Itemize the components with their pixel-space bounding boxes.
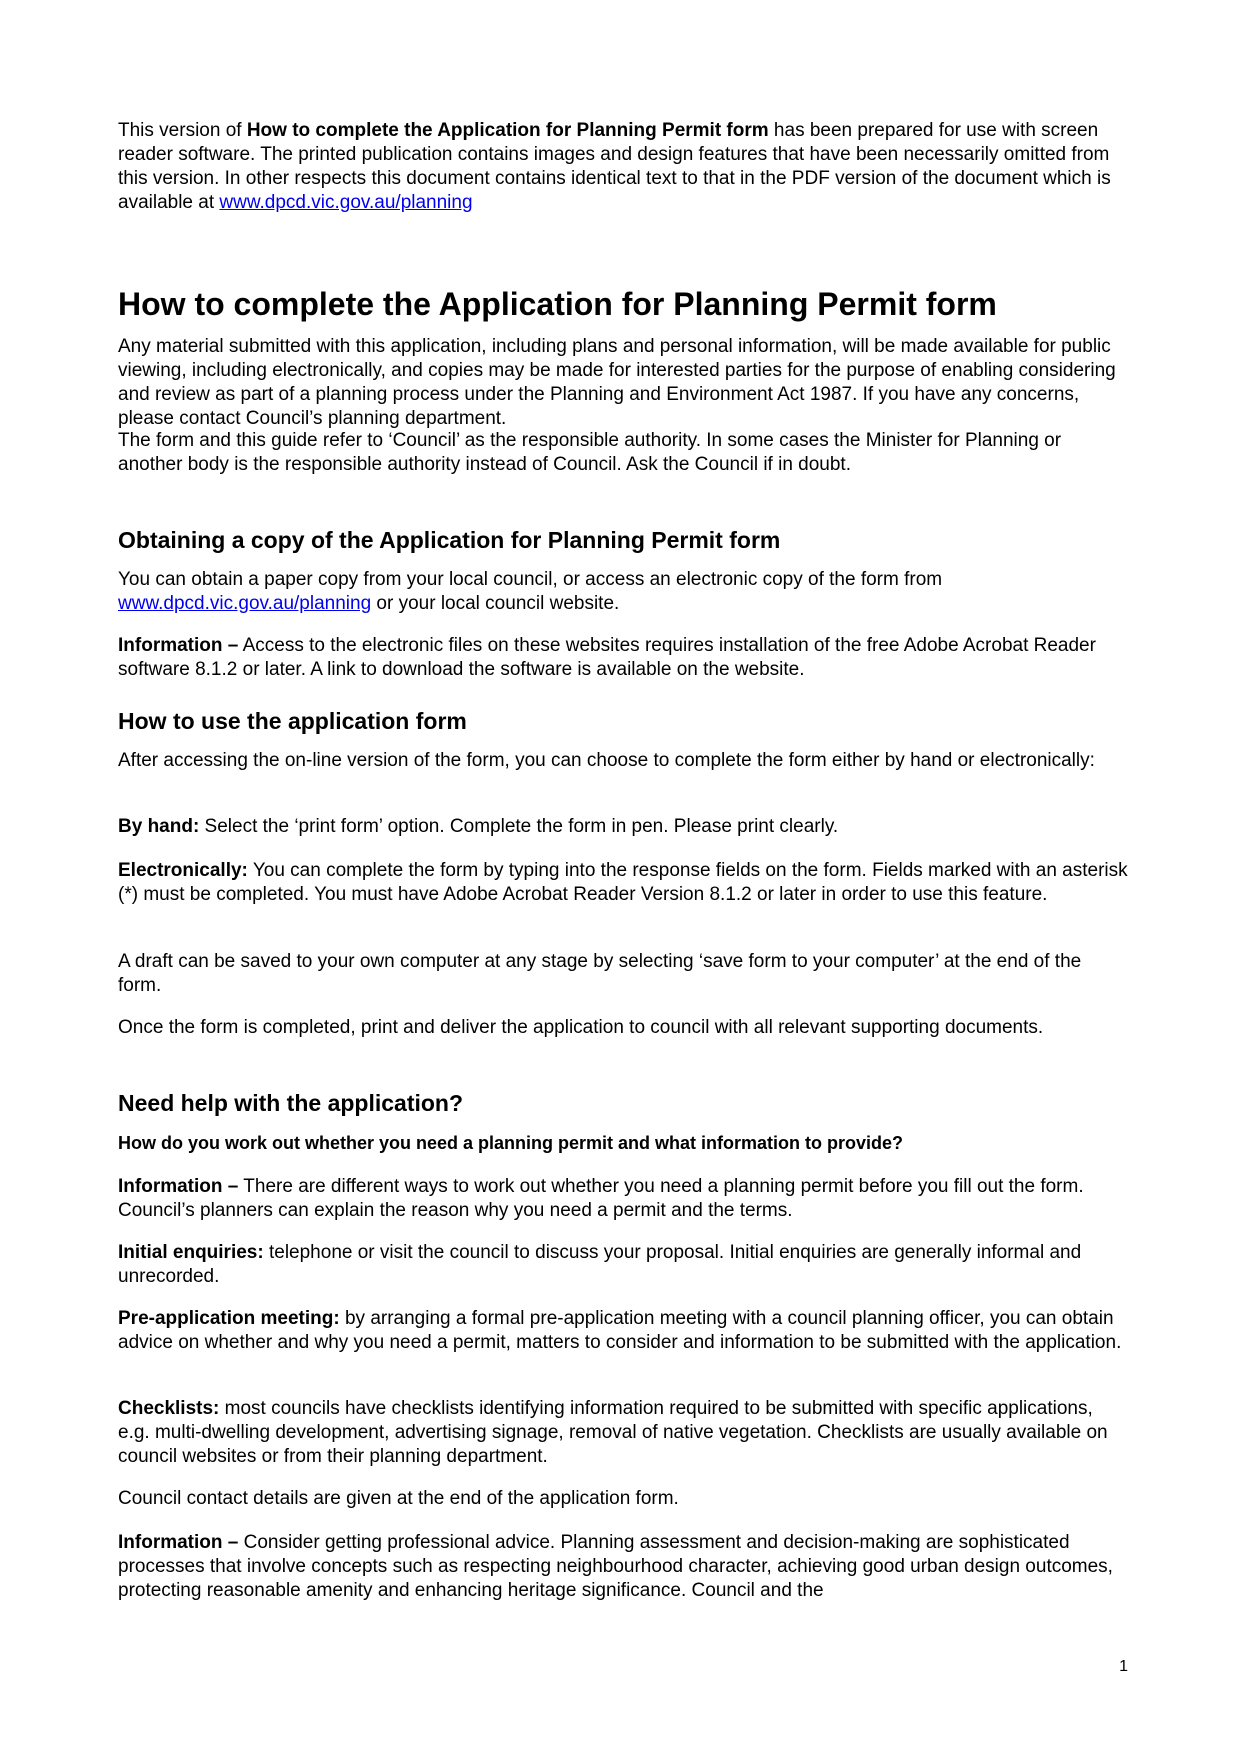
initial-enquiries-paragraph: Initial enquiries: telephone or visit the council to discuss your proposal. Initial enquiries are generally informal and unrecorded. [118, 1242, 1082, 1287]
dpcd-link-2[interactable]: www.dpcd.vic.gov.au/planning [118, 593, 372, 614]
help-heading: Need help with the application? [118, 1090, 464, 1116]
page-title: How to complete the Application for Planning Permit form [118, 286, 997, 322]
obtaining-info-paragraph: Information – Access to the electronic files on these websites requires installation of the free Adobe Acrobat Reader software 8.1.2 or later. A link to download the software is available on the website. [118, 635, 1096, 680]
intro-bold-title: How to complete the Application for Planning Permit form [246, 120, 769, 141]
byhand-paragraph: By hand: Select the ‘print form’ option. Complete the form in pen. Please print clearly. [118, 816, 839, 837]
checklists-paragraph: Checklists: most councils have checklists identifying information required to be submitted with specific applications, e.g. multi-dwelling development, advertising signage, removal of native vegetation. Checklists are usually available on council websites or from their planning department. [118, 1398, 1108, 1467]
council-paragraph: The form and this guide refer to ‘Council’ as the responsible authority. In some cases the Minister for Planning or another body is the responsible authority instead of Council. Ask the Council if in doubt. [118, 430, 1062, 475]
electronically-paragraph: Electronically: You can complete the form by typing into the response fields on the form. Fields marked with an asterisk (*) must be completed. You must have Adobe Acrobat Reader Version 8.1.2 or later in order to use this feature. [118, 860, 1128, 905]
obtaining-paragraph: You can obtain a paper copy from your local council, or access an electronic copy of the form from www.dpcd.vic.gov.au/planning or your local council website. [118, 569, 943, 614]
help-info-paragraph: Information – There are different ways to work out whether you need a planning permit before you fill out the form. Council’s planners can explain the reason why you need a permit and the terms. [118, 1176, 1084, 1221]
privacy-paragraph: Any material submitted with this application, including plans and personal information, will be made available for public viewing, including electronically, and copies may be made for interested parties for the purpose of enabling considering and review as part of a planning process under the Planning and Environment Act 1987. If you have any concerns, please contact Council’s planning department. [118, 336, 1116, 429]
howto-heading: How to use the application form [118, 708, 467, 734]
intro-paragraph: This version of How to complete the Application for Planning Permit form has been prepared for use with screen reader software. The printed publication contains images and design features that have been necessarily omitted from this version. In other respects this document contains identical text to that in the PDF version of the document which is available at www.dpcd.vic.gov.au/planning [118, 120, 1111, 213]
once-paragraph: Once the form is completed, print and deliver the application to council with all relevant supporting documents. [118, 1017, 1044, 1038]
help-subheading: How do you work out whether you need a planning permit and what information to provide? [118, 1133, 904, 1153]
professional-advice-paragraph: Information – Consider getting professional advice. Planning assessment and decision-making are sophisticated processes that involve concepts such as respecting neighbourhood character, achieving good urban design outcomes, protecting reasonable amenity and enhancing heritage significance. Council and the [118, 1532, 1113, 1601]
howto-paragraph: After accessing the on-line version of the form, you can choose to complete the form either by hand or electronically: [118, 750, 1095, 771]
obtaining-heading: Obtaining a copy of the Application for Planning Permit form [118, 527, 781, 553]
preapplication-paragraph: Pre-application meeting: by arranging a formal pre-application meeting with a council planning officer, you can obtain advice on whether and why you need a permit, matters to consider and information to be submitted with the application. [118, 1308, 1122, 1353]
dpcd-link[interactable]: www.dpcd.vic.gov.au/planning [219, 192, 473, 213]
contact-paragraph: Council contact details are given at the end of the application form. [118, 1488, 679, 1509]
draft-paragraph: A draft can be saved to your own computer at any stage by selecting ‘save form to your computer’ at the end of the form. [118, 951, 1082, 996]
page-number: 1 [1119, 1658, 1128, 1675]
